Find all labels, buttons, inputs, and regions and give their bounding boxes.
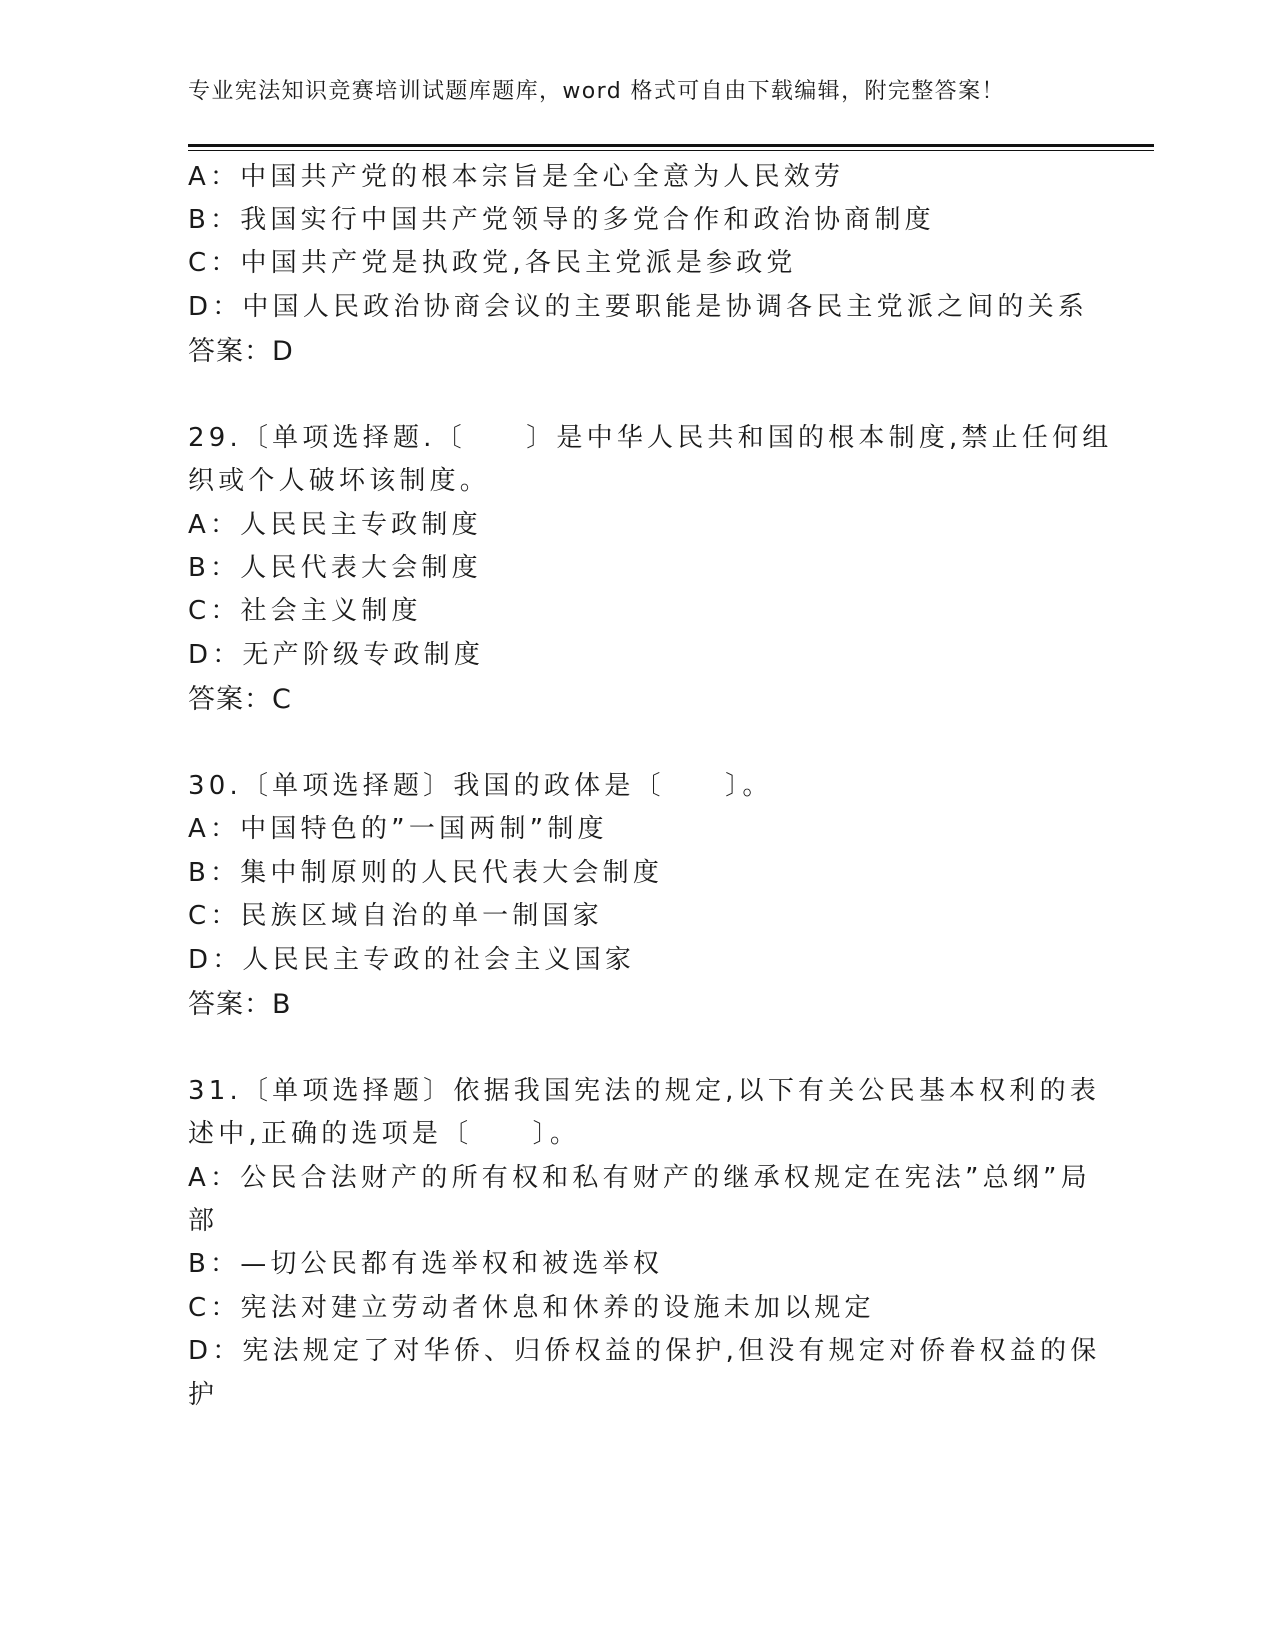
q31-option-d-line-1: D：宪法规定了对华侨、归侨权益的保护,但没有规定对侨眷权益的保: [188, 1336, 1101, 1366]
q30-option-b: B：集中制原则的人民代表大会制度: [188, 858, 664, 888]
header-divider-thick: [188, 144, 1154, 147]
q31-option-d-line-2: 护: [188, 1380, 219, 1410]
q29-stem-line-2: 织或个人破坏该制度。: [188, 466, 491, 496]
q31-stem-line-2: 述中,正确的选项是〔 〕。: [188, 1119, 581, 1149]
q31-option-a-line-2: 部: [188, 1206, 219, 1236]
header-divider-thin: [188, 150, 1154, 151]
q29-option-c: C：社会主义制度: [188, 596, 422, 626]
q28-option-b: B：我国实行中国共产党领导的多党合作和政治协商制度: [188, 205, 935, 235]
q31-option-a-line-1: A：公民合法财产的所有权和私有财产的继承权规定在宪法”总纲”局: [188, 1163, 1091, 1193]
q29-answer: 答案：C: [188, 684, 292, 715]
q30-answer: 答案：B: [188, 989, 292, 1020]
q28-option-a: A：中国共产党的根本宗旨是全心全意为人民效劳: [188, 162, 845, 192]
q28-option-c: C：中国共产党是执政党,各民主党派是参政党: [188, 248, 797, 278]
q28-answer: 答案：D: [188, 336, 294, 367]
q30-option-d: D：人民民主专政的社会主义国家: [188, 945, 636, 975]
q30-option-a: A：中国特色的”一国两制”制度: [188, 814, 608, 844]
q29-option-d: D：无产阶级专政制度: [188, 640, 485, 670]
q31-stem-line-1: 31.〔单项选择题〕依据我国宪法的规定,以下有关公民基本权利的表: [188, 1076, 1101, 1106]
q28-option-d: D：中国人民政治协商会议的主要职能是协调各民主党派之间的关系: [188, 292, 1089, 322]
q29-stem-line-1: 29.〔单项选择题.〔 〕是中华人民共和国的根本制度,禁止任何组: [188, 423, 1113, 453]
q29-option-a: A：人民民主专政制度: [188, 510, 482, 540]
q31-option-b: B：—切公民都有选举权和被选举权: [188, 1249, 664, 1279]
q29-option-b: B：人民代表大会制度: [188, 553, 482, 583]
q30-stem-line-1: 30.〔单项选择题〕我国的政体是〔 〕。: [188, 771, 773, 801]
page-header: 专业宪法知识竞赛培训试题库题库，word 格式可自由下载编辑，附完整答案！: [188, 79, 1005, 104]
q30-option-c: C：民族区域自治的单一制国家: [188, 901, 603, 931]
q31-option-c: C：宪法对建立劳动者休息和休养的设施未加以规定: [188, 1293, 875, 1323]
